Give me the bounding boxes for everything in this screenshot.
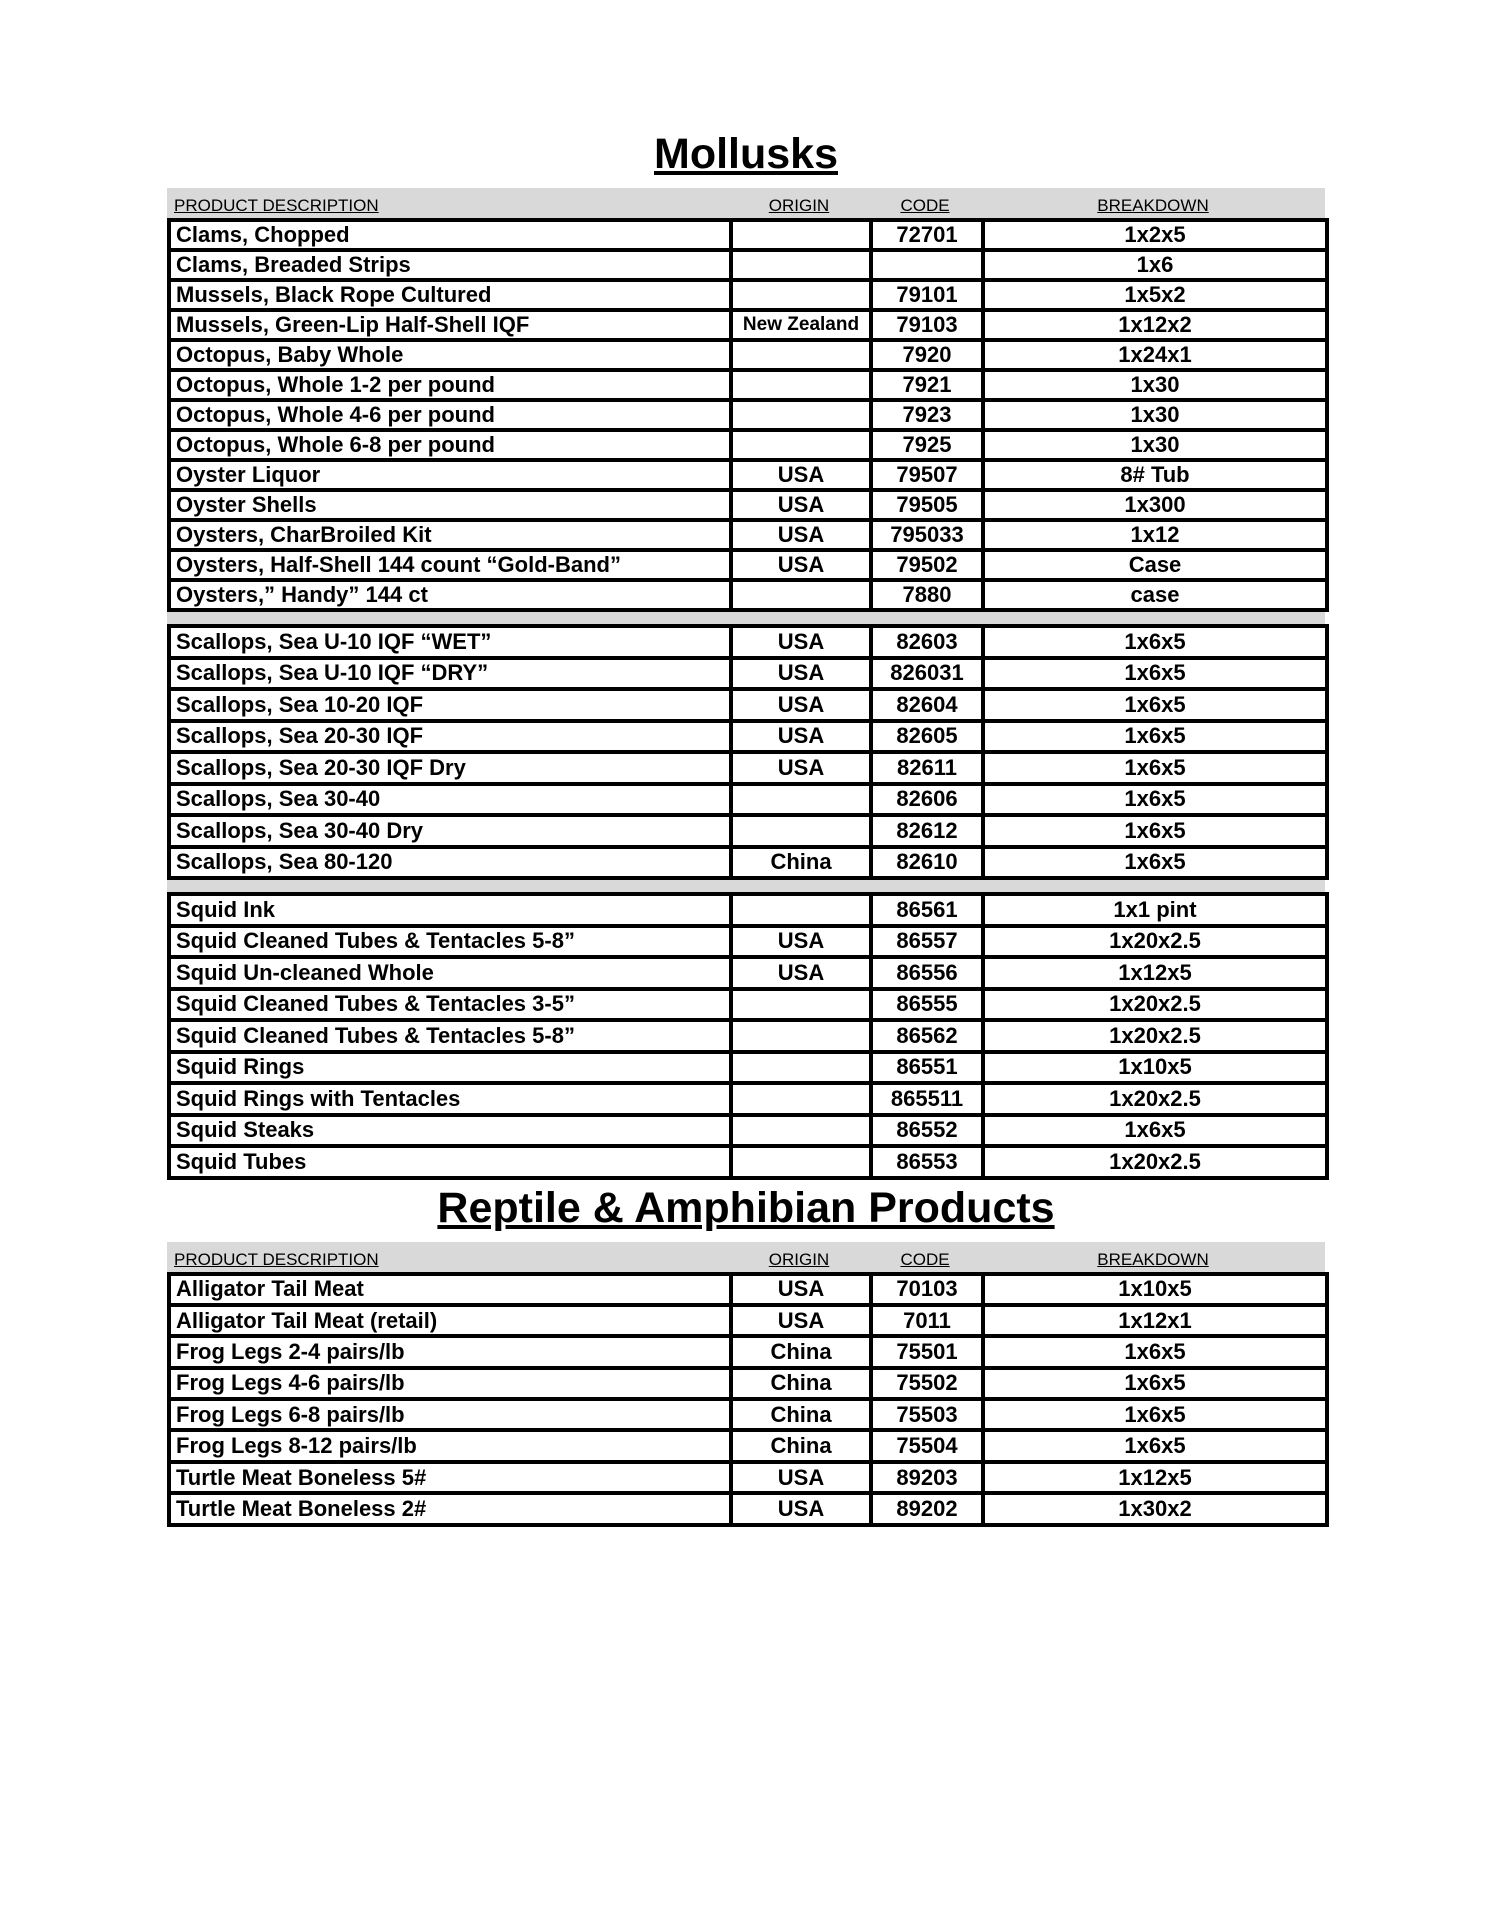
table-row (169, 430, 1327, 460)
origin-cell: USA (731, 626, 871, 658)
breakdown-cell: 1x6x5 (983, 721, 1327, 753)
mollusks-table-squid (167, 892, 1329, 1180)
code-cell: 7920 (871, 340, 983, 370)
product-description-cell: Oysters, Half-Shell 144 count “Gold-Band” (169, 550, 731, 580)
origin-cell (731, 340, 871, 370)
product-description-cell: Turtle Meat Boneless 5# (169, 1462, 731, 1493)
code-cell: 82605 (871, 721, 983, 753)
origin-cell: USA (731, 721, 871, 753)
origin-cell (731, 1052, 871, 1084)
product-description-cell: Scallops, Sea 30-40 Dry (169, 815, 731, 847)
breakdown-cell: 1x30 (983, 400, 1327, 430)
price-list-page (167, 128, 1325, 1527)
header-code: CODE (900, 1249, 950, 1269)
code-cell: 7923 (871, 400, 983, 430)
table-row (169, 1399, 1327, 1430)
header-breakdown: BREAKDOWN (1097, 196, 1209, 215)
breakdown-cell: 1x6x5 (983, 847, 1327, 879)
origin-cell: USA (731, 520, 871, 550)
table-header-reptiles (167, 1242, 1325, 1272)
breakdown-cell: 1x6x5 (983, 1368, 1327, 1399)
product-description-cell: Clams, Breaded Strips (169, 250, 731, 280)
product-description-cell: Frog Legs 4-6 pairs/lb (169, 1368, 731, 1399)
product-description-cell: Scallops, Sea 10-20 IQF (169, 689, 731, 721)
table-row (169, 1430, 1327, 1461)
breakdown-cell: 1x1 pint (983, 894, 1327, 926)
origin-cell (731, 370, 871, 400)
product-description-cell: Octopus, Whole 1-2 per pound (169, 370, 731, 400)
breakdown-cell: 1x20x2.5 (983, 1020, 1327, 1052)
product-description-cell: Octopus, Whole 4-6 per pound (169, 400, 731, 430)
table-row (169, 658, 1327, 690)
section-title-mollusks: Mollusks (654, 130, 838, 178)
group-divider (167, 880, 1325, 892)
origin-cell (731, 1146, 871, 1178)
table-row (169, 1493, 1327, 1524)
product-description-cell: Frog Legs 8-12 pairs/lb (169, 1430, 731, 1461)
table-row (169, 1052, 1327, 1084)
code-cell: 82612 (871, 815, 983, 847)
product-description-cell: Scallops, Sea 80-120 (169, 847, 731, 879)
origin-cell (731, 250, 871, 280)
table-row (169, 626, 1327, 658)
code-cell: 89203 (871, 1462, 983, 1493)
table-header-mollusks (167, 188, 1325, 218)
breakdown-cell: 1x20x2.5 (983, 1083, 1327, 1115)
product-description-cell: Squid Cleaned Tubes & Tentacles 5-8” (169, 926, 731, 958)
product-description-cell: Oysters, CharBroiled Kit (169, 520, 731, 550)
breakdown-cell: 1x6x5 (983, 689, 1327, 721)
breakdown-cell: 1x10x5 (983, 1052, 1327, 1084)
code-cell: 89202 (871, 1493, 983, 1524)
product-description-cell: Turtle Meat Boneless 2# (169, 1493, 731, 1524)
origin-cell (731, 1020, 871, 1052)
breakdown-cell: 1x12x2 (983, 310, 1327, 340)
code-cell: 82603 (871, 626, 983, 658)
table-row (169, 1305, 1327, 1336)
origin-cell (731, 1115, 871, 1147)
breakdown-cell: case (983, 580, 1327, 610)
table-row (169, 1368, 1327, 1399)
product-description-cell: Squid Rings (169, 1052, 731, 1084)
product-description-cell: Frog Legs 2-4 pairs/lb (169, 1336, 731, 1367)
origin-cell: USA (731, 1462, 871, 1493)
product-description-cell: Squid Cleaned Tubes & Tentacles 5-8” (169, 1020, 731, 1052)
table-row (169, 1146, 1327, 1178)
code-cell: 82610 (871, 847, 983, 879)
table-row (169, 957, 1327, 989)
mollusks-table-clams-oysters (167, 218, 1329, 612)
table-row (169, 1083, 1327, 1115)
product-description-cell: Squid Tubes (169, 1146, 731, 1178)
breakdown-cell: 1x6x5 (983, 1336, 1327, 1367)
header-description: PRODUCT DESCRIPTION (174, 1249, 379, 1269)
code-cell: 86556 (871, 957, 983, 989)
code-cell: 86557 (871, 926, 983, 958)
code-cell: 7011 (871, 1305, 983, 1336)
breakdown-cell: 1x6x5 (983, 752, 1327, 784)
breakdown-cell: 1x30 (983, 430, 1327, 460)
table-row (169, 460, 1327, 490)
breakdown-cell: 1x2x5 (983, 220, 1327, 250)
code-cell: 86562 (871, 1020, 983, 1052)
product-description-cell: Oyster Liquor (169, 460, 731, 490)
table-row (169, 847, 1327, 879)
origin-cell: USA (731, 957, 871, 989)
breakdown-cell: 1x6x5 (983, 626, 1327, 658)
code-cell (871, 250, 983, 280)
breakdown-cell: 1x6x5 (983, 784, 1327, 816)
code-cell: 75501 (871, 1336, 983, 1367)
breakdown-cell: 1x10x5 (983, 1274, 1327, 1305)
origin-cell (731, 989, 871, 1021)
code-cell: 82611 (871, 752, 983, 784)
table-row (169, 520, 1327, 550)
code-cell: 7880 (871, 580, 983, 610)
code-cell: 79507 (871, 460, 983, 490)
origin-cell: New Zealand (731, 310, 871, 340)
product-description-cell: Squid Ink (169, 894, 731, 926)
breakdown-cell: 1x6x5 (983, 1399, 1327, 1430)
product-description-cell: Scallops, Sea 20-30 IQF Dry (169, 752, 731, 784)
product-description-cell: Scallops, Sea 30-40 (169, 784, 731, 816)
breakdown-cell: 1x5x2 (983, 280, 1327, 310)
product-description-cell: Scallops, Sea 20-30 IQF (169, 721, 731, 753)
header-code: CODE (900, 196, 950, 215)
code-cell: 79505 (871, 490, 983, 520)
breakdown-cell: 8# Tub (983, 460, 1327, 490)
origin-cell: USA (731, 752, 871, 784)
origin-cell: USA (731, 490, 871, 520)
breakdown-cell: 1x6x5 (983, 658, 1327, 690)
table-row (169, 370, 1327, 400)
code-cell: 7925 (871, 430, 983, 460)
header-origin: ORIGIN (768, 1249, 830, 1269)
origin-cell: USA (731, 658, 871, 690)
code-cell: 75503 (871, 1399, 983, 1430)
code-cell: 795033 (871, 520, 983, 550)
code-cell: 86551 (871, 1052, 983, 1084)
code-cell: 79101 (871, 280, 983, 310)
product-description-cell: Mussels, Black Rope Cultured (169, 280, 731, 310)
code-cell: 86555 (871, 989, 983, 1021)
product-description-cell: Clams, Chopped (169, 220, 731, 250)
breakdown-cell: 1x12 (983, 520, 1327, 550)
table-row (169, 490, 1327, 520)
product-description-cell: Alligator Tail Meat (169, 1274, 731, 1305)
origin-cell (731, 580, 871, 610)
breakdown-cell: 1x30 (983, 370, 1327, 400)
product-description-cell: Squid Un-cleaned Whole (169, 957, 731, 989)
table-row (169, 894, 1327, 926)
code-cell: 86561 (871, 894, 983, 926)
breakdown-cell: 1x12x5 (983, 1462, 1327, 1493)
header-description: PRODUCT DESCRIPTION (174, 196, 379, 215)
origin-cell: China (731, 1336, 871, 1367)
table-row (169, 340, 1327, 370)
breakdown-cell: 1x6x5 (983, 1430, 1327, 1461)
code-cell: 86552 (871, 1115, 983, 1147)
breakdown-cell: 1x24x1 (983, 340, 1327, 370)
origin-cell (731, 815, 871, 847)
code-cell: 75504 (871, 1430, 983, 1461)
breakdown-cell: 1x30x2 (983, 1493, 1327, 1524)
origin-cell: USA (731, 689, 871, 721)
code-cell: 82606 (871, 784, 983, 816)
table-row (169, 689, 1327, 721)
product-description-cell: Mussels, Green-Lip Half-Shell IQF (169, 310, 731, 340)
code-cell: 865511 (871, 1083, 983, 1115)
table-row (169, 784, 1327, 816)
code-cell: 75502 (871, 1368, 983, 1399)
code-cell: 79103 (871, 310, 983, 340)
table-row (169, 280, 1327, 310)
origin-cell: China (731, 1368, 871, 1399)
header-breakdown: BREAKDOWN (1097, 1249, 1209, 1269)
breakdown-cell: 1x12x1 (983, 1305, 1327, 1336)
breakdown-cell: 1x6x5 (983, 815, 1327, 847)
code-cell: 86553 (871, 1146, 983, 1178)
breakdown-cell: 1x300 (983, 490, 1327, 520)
product-description-cell: Oysters,” Handy” 144 ct (169, 580, 731, 610)
table-row (169, 1020, 1327, 1052)
code-cell: 70103 (871, 1274, 983, 1305)
origin-cell (731, 784, 871, 816)
product-description-cell: Oyster Shells (169, 490, 731, 520)
table-row (169, 752, 1327, 784)
table-row (169, 550, 1327, 580)
origin-cell (731, 894, 871, 926)
product-description-cell: Scallops, Sea U-10 IQF “DRY” (169, 658, 731, 690)
breakdown-cell: 1x6x5 (983, 1115, 1327, 1147)
table-row (169, 310, 1327, 340)
origin-cell: China (731, 1399, 871, 1430)
origin-cell: USA (731, 1274, 871, 1305)
origin-cell: China (731, 847, 871, 879)
code-cell: 72701 (871, 220, 983, 250)
breakdown-cell: 1x20x2.5 (983, 989, 1327, 1021)
origin-cell (731, 1083, 871, 1115)
code-cell: 7921 (871, 370, 983, 400)
table-row (169, 1115, 1327, 1147)
product-description-cell: Octopus, Whole 6-8 per pound (169, 430, 731, 460)
breakdown-cell: Case (983, 550, 1327, 580)
origin-cell (731, 400, 871, 430)
product-description-cell: Squid Steaks (169, 1115, 731, 1147)
section-title-reptiles: Reptile & Amphibian Products (437, 1183, 1055, 1232)
group-divider (167, 612, 1325, 624)
origin-cell: USA (731, 460, 871, 490)
table-row (169, 250, 1327, 280)
table-row (169, 220, 1327, 250)
product-description-cell: Octopus, Baby Whole (169, 340, 731, 370)
reptiles-table (167, 1272, 1329, 1527)
origin-cell (731, 280, 871, 310)
breakdown-cell: 1x20x2.5 (983, 926, 1327, 958)
table-row (169, 1336, 1327, 1367)
table-row (169, 1462, 1327, 1493)
origin-cell (731, 220, 871, 250)
product-description-cell: Squid Cleaned Tubes & Tentacles 3-5” (169, 989, 731, 1021)
table-row (169, 580, 1327, 610)
mollusks-table-scallops (167, 624, 1329, 880)
table-row (169, 1274, 1327, 1305)
table-row (169, 989, 1327, 1021)
product-description-cell: Alligator Tail Meat (retail) (169, 1305, 731, 1336)
code-cell: 79502 (871, 550, 983, 580)
breakdown-cell: 1x6 (983, 250, 1327, 280)
breakdown-cell: 1x12x5 (983, 957, 1327, 989)
product-description-cell: Frog Legs 6-8 pairs/lb (169, 1399, 731, 1430)
table-row (169, 721, 1327, 753)
table-row (169, 815, 1327, 847)
product-description-cell: Scallops, Sea U-10 IQF “WET” (169, 626, 731, 658)
table-row (169, 926, 1327, 958)
code-cell: 82604 (871, 689, 983, 721)
product-description-cell: Squid Rings with Tentacles (169, 1083, 731, 1115)
origin-cell: USA (731, 550, 871, 580)
origin-cell: USA (731, 1493, 871, 1524)
origin-cell (731, 430, 871, 460)
code-cell: 826031 (871, 658, 983, 690)
breakdown-cell: 1x20x2.5 (983, 1146, 1327, 1178)
header-origin: ORIGIN (768, 196, 830, 215)
origin-cell: USA (731, 926, 871, 958)
table-row (169, 400, 1327, 430)
origin-cell: USA (731, 1305, 871, 1336)
origin-cell: China (731, 1430, 871, 1461)
